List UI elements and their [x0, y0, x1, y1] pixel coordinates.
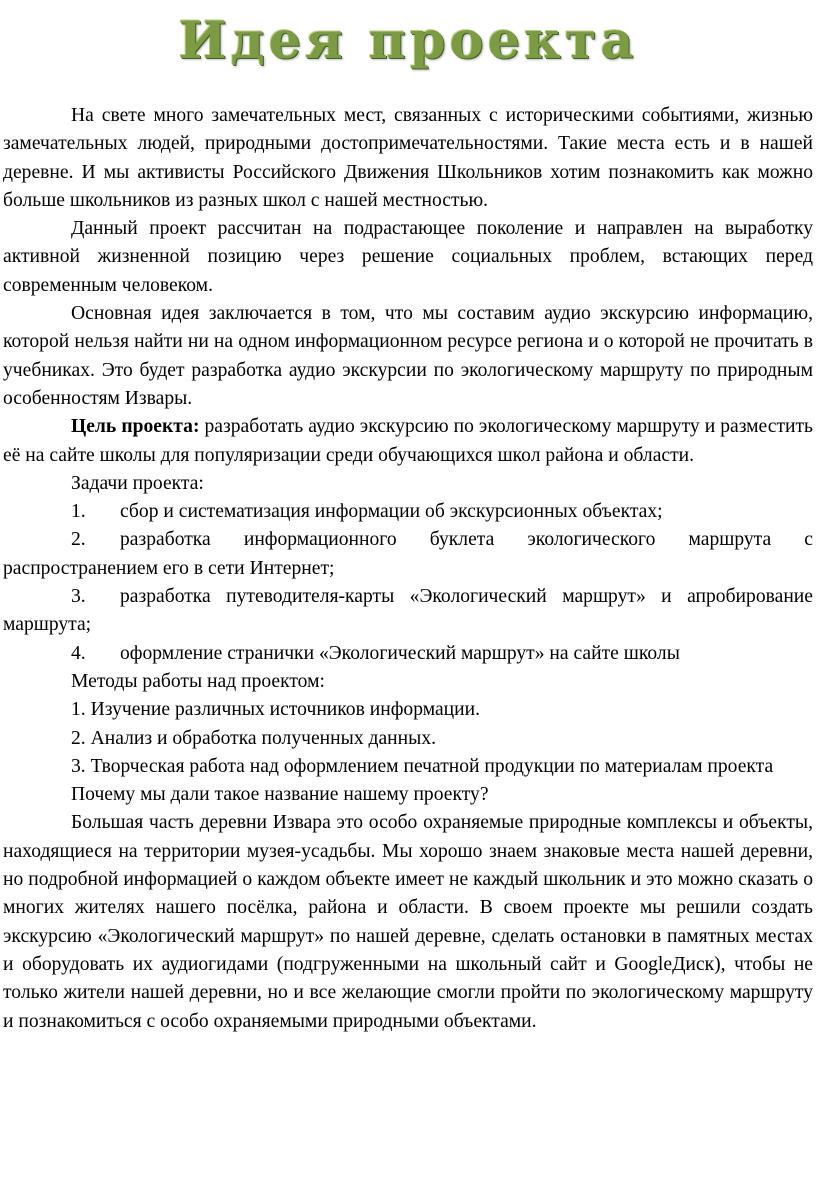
task-text: сбор и систематизация информации об экскурсионных объектах; — [120, 501, 663, 523]
method-item: 1. Изучение различных источников информации. — [71, 699, 481, 721]
task-text: оформление странички «Экологический маршрут» на сайте школы — [120, 642, 680, 664]
task-number: 4. — [71, 642, 86, 664]
task-text: разработка путеводителя-карты «Экологический маршрут» и апробирование маршрута; — [3, 586, 813, 636]
task-item — [3, 526, 813, 583]
question-paragraph: Почему мы дали такое название нашему проекту? — [71, 784, 489, 806]
task-item — [3, 498, 813, 526]
goal-text: разработать аудио экскурсию по экологическому маршруту и разместить её на сайте школы для популяризации среди обучающихся школ района и области. — [3, 416, 813, 466]
method-item: 3. Творческая работа над оформлением печатной продукции по материалам проекта — [71, 755, 774, 777]
paragraph-goal — [3, 413, 813, 470]
paragraph-final: Большая часть деревни Извара это особо охраняемые природные комплексы и объекты, находящиеся на территории музея-усадьбы. Мы хорошо знаем знаковые места нашей деревни, но подробной информацией о каждом объекте имеет не каждый школьник и это можно сказать о многих жителях нашего посёлка, района и области. В своем проекте мы решили создать экскурсию «Экологический маршрут» по нашей деревне, сделать остановки в памятных местах и оборудовать их аудиогидами (подгруженными на школьный сайт и GoogleДиск), чтобы не только жители нашей деревни, но и все желающие смогли пройти по экологическому маршруту и познакомиться с особо охраняемыми природными объектами. — [3, 812, 813, 1032]
method-item: 2. Анализ и обработка полученных данных. — [71, 727, 437, 749]
task-number: 1. — [71, 501, 86, 523]
methods-heading: Методы работы над проектом: — [71, 670, 325, 692]
task-text: разработка информационного буклета экологического маршрута с распространением его в сети Интернет; — [3, 529, 813, 579]
task-item — [3, 640, 813, 668]
tasks-heading: Задачи проекта: — [71, 472, 204, 494]
task-number: 2. — [71, 529, 86, 551]
document-title: Идея проекта — [178, 11, 638, 71]
goal-label: Цель проекта: — [71, 416, 200, 438]
task-item — [3, 583, 813, 640]
document-body — [3, 102, 813, 1036]
paragraph-audience: Данный проект рассчитан на подрастающее поколение и направлен на выработку активной жизненной позицию через решение социальных проблем, встающих перед современным человеком. — [3, 218, 813, 296]
task-number: 3. — [71, 586, 86, 608]
paragraph-intro: На свете много замечательных мест, связанных с историческими событиями, жизнью замечательных людей, природными достопримечательностями. Такие места есть и в нашей деревне. И мы активисты Российского Движения Школьников хотим познакомить как можно больше школьников из разных школ с нашей местностью. — [3, 105, 813, 211]
paragraph-main-idea: Основная идея заключается в том, что мы составим аудио экскурсию информацию, которой нельзя найти ни на одном информационном ресурсе региона и о которой не прочитать в учебниках. Это будет разработка аудио экскурсии по экологическому маршруту по природным особенностям Извары. — [3, 303, 813, 409]
